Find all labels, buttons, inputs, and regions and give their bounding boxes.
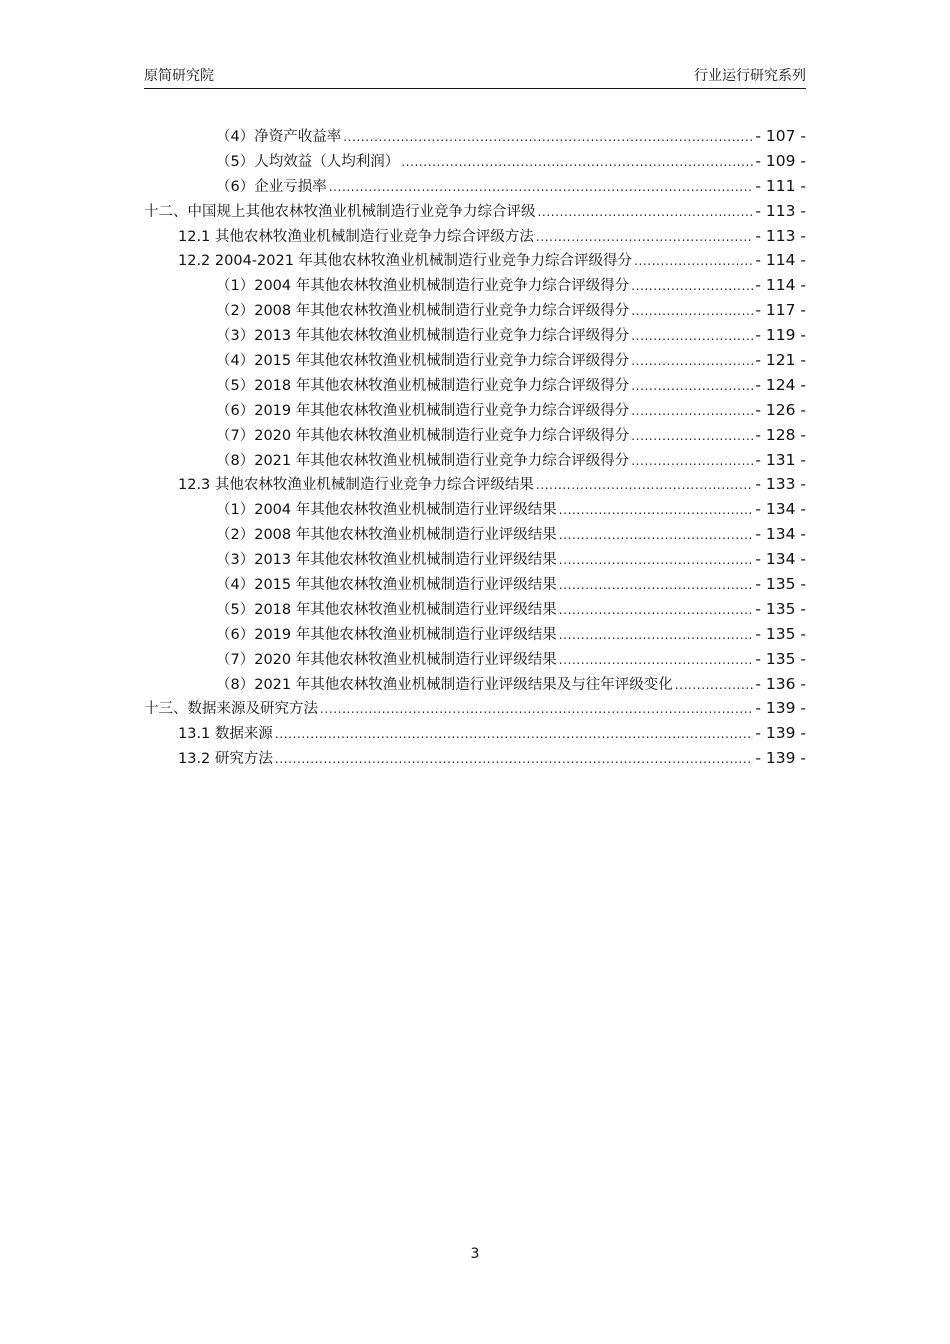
toc-entry[interactable] — [144, 174, 806, 199]
toc-entry-title: 13.1 数据来源 — [178, 726, 273, 743]
toc-entry-page: - 134 - — [755, 525, 806, 544]
toc-entry[interactable] — [144, 746, 806, 771]
toc-leader-dots — [631, 274, 753, 299]
toc-entry-page: - 121 - — [755, 351, 806, 370]
toc-leader-dots — [559, 598, 754, 623]
toc-leader-dots — [631, 324, 753, 349]
toc-entry-title: （6）企业亏损率 — [216, 178, 327, 195]
toc-leader-dots — [559, 548, 754, 573]
toc-entry-title: 十二、中国规上其他农林牧渔业机械制造行业竞争力综合评级 — [144, 203, 536, 220]
toc-leader-dots — [631, 449, 753, 474]
page-number: 3 — [470, 1246, 480, 1262]
header-org-name: 原简研究院 — [144, 68, 214, 84]
toc-entry[interactable] — [144, 423, 806, 448]
toc-entry-page: - 124 - — [755, 375, 806, 394]
toc-leader-dots — [559, 573, 754, 598]
toc-entry-title: （2）2008 年其他农林牧渔业机械制造行业竞争力综合评级得分 — [216, 303, 630, 320]
toc-entry-title: （3）2013 年其他农林牧渔业机械制造行业竞争力综合评级得分 — [216, 328, 630, 345]
toc-leader-dots — [675, 673, 754, 698]
toc-entry-title: 十三、数据来源及研究方法 — [144, 701, 318, 718]
toc-leader-dots — [329, 175, 754, 200]
toc-entry-title: （8）2021 年其他农林牧渔业机械制造行业评级结果及与往年评级变化 — [216, 676, 673, 693]
toc-leader-dots — [536, 225, 753, 250]
toc-leader-dots — [401, 150, 753, 175]
page-header — [144, 66, 806, 89]
toc-entry-page: - 136 - — [755, 674, 806, 693]
toc-entry[interactable] — [144, 572, 806, 597]
toc-entry[interactable] — [144, 472, 806, 497]
toc-entry-page: - 135 - — [755, 624, 806, 643]
toc-entry-page: - 139 - — [755, 724, 806, 743]
toc-entry-page: - 114 - — [755, 276, 806, 295]
toc-entry-page: - 134 - — [755, 550, 806, 569]
toc-entry-title: （3）2013 年其他农林牧渔业机械制造行业评级结果 — [216, 552, 557, 569]
table-of-contents — [144, 124, 806, 771]
toc-entry-page: - 107 - — [755, 127, 806, 145]
toc-leader-dots — [275, 722, 753, 747]
toc-entry[interactable] — [144, 398, 806, 423]
toc-entry-title: （5）2018 年其他农林牧渔业机械制造行业评级结果 — [216, 601, 557, 618]
toc-leader-dots — [631, 374, 753, 399]
toc-entry-title: （4）2015 年其他农林牧渔业机械制造行业竞争力综合评级得分 — [216, 353, 630, 370]
toc-leader-dots — [536, 473, 753, 498]
toc-entry-title: （5）2018 年其他农林牧渔业机械制造行业竞争力综合评级得分 — [216, 377, 630, 394]
toc-leader-dots — [538, 200, 754, 225]
toc-entry-title: （8）2021 年其他农林牧渔业机械制造行业竞争力综合评级得分 — [216, 452, 630, 469]
toc-entry[interactable] — [144, 323, 806, 348]
toc-entry-title: 12.3 其他农林牧渔业机械制造行业竞争力综合评级结果 — [178, 477, 534, 494]
toc-entry-page: - 139 - — [755, 699, 806, 718]
toc-entry-title: （4）净资产收益率 — [216, 129, 342, 145]
toc-entry[interactable] — [144, 199, 806, 224]
toc-entry[interactable] — [144, 448, 806, 473]
toc-entry[interactable] — [144, 597, 806, 622]
toc-entry-title: （7）2020 年其他农林牧渔业机械制造行业竞争力综合评级得分 — [216, 427, 630, 444]
toc-leader-dots — [320, 697, 753, 722]
toc-entry-title: （1）2004 年其他农林牧渔业机械制造行业竞争力综合评级得分 — [216, 278, 630, 295]
toc-entry[interactable] — [144, 622, 806, 647]
toc-entry-page: - 139 - — [755, 749, 806, 768]
toc-entry[interactable] — [144, 497, 806, 522]
toc-entry-page: - 113 - — [755, 201, 806, 220]
toc-leader-dots — [634, 249, 753, 274]
toc-entry-title: 12.1 其他农林牧渔业机械制造行业竞争力综合评级方法 — [178, 228, 534, 245]
toc-leader-dots — [631, 424, 753, 449]
toc-entry-title: 12.2 2004-2021 年其他农林牧渔业机械制造行业竞争力综合评级得分 — [178, 253, 633, 270]
toc-entry[interactable] — [144, 672, 806, 697]
toc-entry-title: （6）2019 年其他农林牧渔业机械制造行业评级结果 — [216, 626, 557, 643]
toc-entry[interactable] — [144, 721, 806, 746]
toc-entry-page: - 126 - — [755, 400, 806, 419]
toc-leader-dots — [559, 623, 754, 648]
toc-entry[interactable] — [144, 224, 806, 249]
toc-entry-title: 13.2 研究方法 — [178, 751, 273, 768]
toc-entry-title: （4）2015 年其他农林牧渔业机械制造行业评级结果 — [216, 577, 557, 594]
toc-leader-dots — [275, 747, 753, 772]
toc-entry[interactable] — [144, 124, 806, 149]
toc-entry[interactable] — [144, 248, 806, 273]
toc-entry-title: （2）2008 年其他农林牧渔业机械制造行业评级结果 — [216, 527, 557, 544]
toc-entry-page: - 119 - — [755, 326, 806, 345]
toc-entry[interactable] — [144, 149, 806, 174]
toc-entry-title: （6）2019 年其他农林牧渔业机械制造行业竞争力综合评级得分 — [216, 402, 630, 419]
header-series-name: 行业运行研究系列 — [694, 68, 806, 84]
toc-leader-dots — [343, 125, 753, 150]
toc-entry-page: - 117 - — [755, 301, 806, 320]
toc-leader-dots — [559, 498, 754, 523]
toc-entry-title: （5）人均效益（人均利润） — [216, 153, 400, 170]
toc-entry-title: （7）2020 年其他农林牧渔业机械制造行业评级结果 — [216, 651, 557, 668]
toc-entry-page: - 113 - — [755, 226, 806, 245]
toc-leader-dots — [631, 399, 753, 424]
toc-entry-page: - 131 - — [755, 450, 806, 469]
toc-entry[interactable] — [144, 547, 806, 572]
toc-entry[interactable] — [144, 696, 806, 721]
toc-entry-page: - 109 - — [755, 151, 806, 170]
toc-entry[interactable] — [144, 273, 806, 298]
toc-entry[interactable] — [144, 522, 806, 547]
toc-entry-page: - 111 - — [755, 176, 806, 195]
toc-leader-dots — [631, 349, 753, 374]
toc-entry-page: - 134 - — [755, 500, 806, 519]
toc-leader-dots — [631, 299, 753, 324]
toc-entry-title: （1）2004 年其他农林牧渔业机械制造行业评级结果 — [216, 502, 557, 519]
toc-entry-page: - 128 - — [755, 425, 806, 444]
toc-entry-page: - 135 - — [755, 649, 806, 668]
toc-entry-page: - 135 - — [755, 575, 806, 594]
toc-entry-page: - 135 - — [755, 599, 806, 618]
toc-entry-page: - 114 - — [755, 251, 806, 270]
toc-entry[interactable] — [144, 373, 806, 398]
toc-leader-dots — [559, 648, 754, 673]
toc-entry[interactable] — [144, 298, 806, 323]
toc-leader-dots — [559, 523, 754, 548]
toc-entry-page: - 133 - — [755, 475, 806, 494]
toc-entry[interactable] — [144, 348, 806, 373]
toc-entry[interactable] — [144, 647, 806, 672]
